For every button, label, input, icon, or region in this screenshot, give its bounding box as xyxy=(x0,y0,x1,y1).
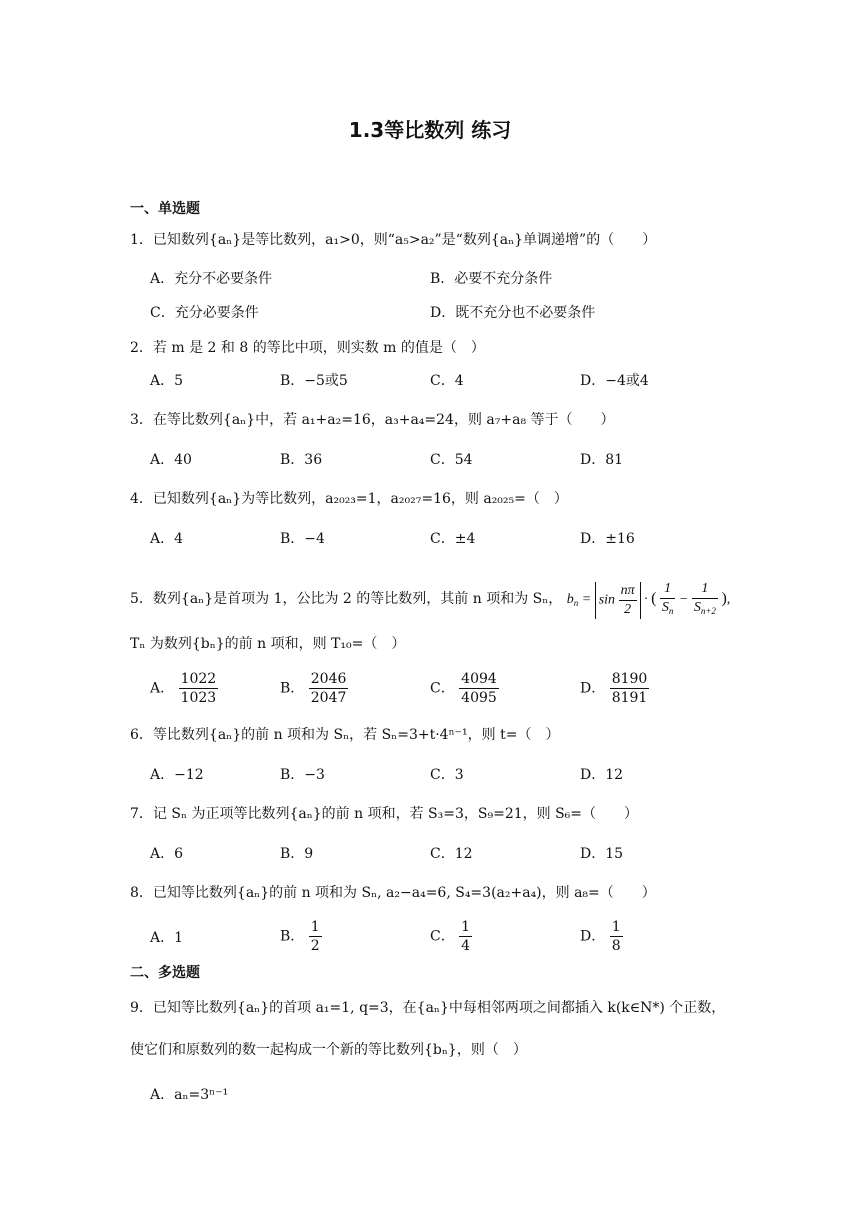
q4-option-b[interactable]: B．−4 xyxy=(280,531,325,547)
q3-option-c[interactable]: C．54 xyxy=(430,452,473,468)
q6-option-d[interactable]: D．12 xyxy=(580,767,624,783)
q8-d-denominator: 8 xyxy=(611,938,621,954)
q8-option-a[interactable]: A．1 xyxy=(150,930,184,946)
q5-b-numerator: 2046 xyxy=(310,671,347,687)
question-9-stem-line1: 9．已知等比数列{aₙ}的首项 a₁=1, q=3，在{aₙ}中每相邻两项之间都插入 k(k∈N*) 个正数， xyxy=(130,1000,726,1016)
q5-c-numerator: 4094 xyxy=(461,671,497,687)
page-title: 1.3等比数列 练习 xyxy=(348,118,512,142)
q8-option-c[interactable]: C． $\frac{1}{4}$ xyxy=(430,919,471,954)
q1-option-a[interactable]: A．充分不必要条件 xyxy=(150,271,273,287)
q6-option-c[interactable]: C．3 xyxy=(430,767,464,783)
q7-option-d[interactable]: D．15 xyxy=(580,846,624,862)
q5-abs-sin: sin $\frac{n\pi}{2}$ xyxy=(595,582,641,619)
q7-option-c[interactable]: C．12 xyxy=(430,846,473,862)
question-5-stem-line1 xyxy=(130,580,730,620)
q5-a-denominator: 1023 xyxy=(180,690,217,706)
question-8-stem: 8．已知等比数列{aₙ}的前 n 项和为 Sₙ, a₂−a₄=6, S₄=3(a₂+a₄)，则 a₈=（ ） xyxy=(130,885,656,901)
q2-option-a[interactable]: A．5 xyxy=(150,373,184,389)
q3-option-b[interactable]: B．36 xyxy=(280,452,323,468)
q8-c-denominator: 4 xyxy=(461,938,471,954)
q1-option-c[interactable]: C．充分必要条件 xyxy=(150,305,259,321)
q2-option-d[interactable]: D．−4或4 xyxy=(580,373,649,389)
q4-option-d[interactable]: D．±16 xyxy=(580,531,635,547)
question-3-stem: 3．在等比数列{aₙ}中，若 a₁+a₂=16，a₃+a₄=24，则 a₇+a₈ 等于（ ） xyxy=(130,412,615,428)
q3-option-a[interactable]: A．40 xyxy=(150,452,192,468)
q5-option-b[interactable]: B． $\frac{2046}{2047}$ xyxy=(280,671,347,706)
q8-b-numerator: 1 xyxy=(310,919,320,935)
q3-option-d[interactable]: D．81 xyxy=(580,452,624,468)
q8-option-b[interactable]: B． $\frac{1}{2}$ xyxy=(280,919,320,954)
q5-a-numerator: 1022 xyxy=(180,671,217,687)
question-1-stem: 1．已知数列{aₙ}是等比数列，a₁>0，则“a₅>a₂”是“数列{aₙ}单调递增”的（ ） xyxy=(130,232,657,248)
question-9-stem-line2: 使它们和原数列的数一起构成一个新的等比数列{bₙ}，则（ ） xyxy=(130,1042,527,1058)
q6-option-a[interactable]: A．−12 xyxy=(150,767,204,783)
q2-option-c[interactable]: C．4 xyxy=(430,373,464,389)
q8-c-numerator: 1 xyxy=(461,919,471,935)
q5-option-d[interactable]: D． $\frac{8190}{8191}$ xyxy=(580,671,648,706)
q8-b-denominator: 2 xyxy=(310,938,320,954)
q2-option-b[interactable]: B．−5或5 xyxy=(280,373,348,389)
q6-option-b[interactable]: B．−3 xyxy=(280,767,325,783)
q5-option-c[interactable]: C． $\frac{4094}{4095}$ xyxy=(430,671,497,706)
question-6-stem: 6．等比数列{aₙ}的前 n 项和为 Sₙ，若 Sₙ=3+t·4ⁿ⁻¹，则 t=（ ） xyxy=(130,727,560,743)
question-2-stem: 2．若 m 是 2 和 8 的等比中项，则实数 m 的值是（ ） xyxy=(130,340,485,356)
q8-option-d[interactable]: D． $\frac{1}{8}$ xyxy=(580,919,621,954)
q7-option-a[interactable]: A．6 xyxy=(150,846,184,862)
question-5-stem-line2: Tₙ 为数列{bₙ}的前 n 项和，则 T₁₀=（ ） xyxy=(130,636,406,652)
q5-formula-bn: $b_n = \sin$ $\frac{n\pi}{2}$ · ( $\frac{1}{S_n}$ − $\frac{1}{S_{n+2}}$ ), xyxy=(566,581,731,617)
section-multiple-choice: 二、多选题 xyxy=(130,965,200,981)
q8-d-numerator: 1 xyxy=(611,919,621,935)
q9-option-a[interactable]: A．aₙ=3ⁿ⁻¹ xyxy=(150,1087,229,1103)
q1-option-b[interactable]: B．必要不充分条件 xyxy=(430,271,553,287)
q1-option-d[interactable]: D．既不充分也不必要条件 xyxy=(430,305,596,321)
q5-stem-text: 5．数列{aₙ}是首项为 1，公比为 2 的等比数列，其前 n 项和为 Sₙ， xyxy=(130,591,563,608)
q4-option-a[interactable]: A．4 xyxy=(150,531,184,547)
q5-b-denominator: 2047 xyxy=(310,690,347,706)
q7-option-b[interactable]: B．9 xyxy=(280,846,314,862)
q5-d-denominator: 8191 xyxy=(611,690,648,706)
section-single-choice: 一、单选题 xyxy=(130,201,200,217)
q4-option-c[interactable]: C．±4 xyxy=(430,531,476,547)
q5-option-a[interactable]: A． $\frac{1022}{1023}$ xyxy=(150,671,217,706)
question-4-stem: 4．已知数列{aₙ}为等比数列，a₂₀₂₃=1，a₂₀₂₇=16，则 a₂₀₂₅=（ ） xyxy=(130,491,568,507)
q5-d-numerator: 8190 xyxy=(611,671,648,687)
question-7-stem: 7．记 Sₙ 为正项等比数列{aₙ}的前 n 项和，若 S₃=3，S₉=21，则 S₆=（ ） xyxy=(130,806,639,822)
q5-c-denominator: 4095 xyxy=(461,690,497,706)
